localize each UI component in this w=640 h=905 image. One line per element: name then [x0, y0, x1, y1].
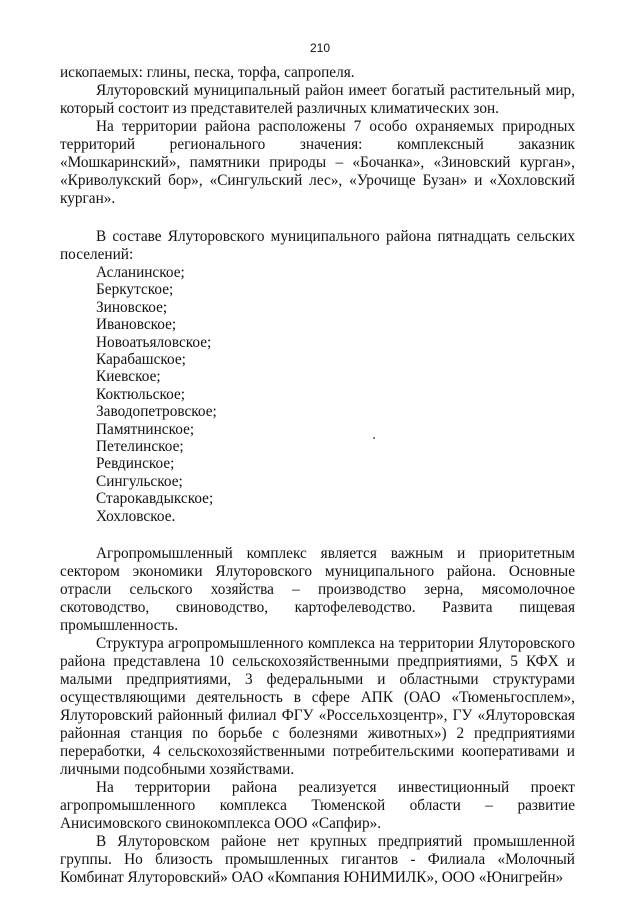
list-item: Сингульское;	[96, 472, 183, 490]
document-body	[60, 64, 575, 887]
list-item: Асланинское;	[96, 264, 185, 281]
list-item: Зиновское;	[96, 298, 168, 316]
list-item: Ревдинское;	[96, 455, 175, 473]
page-number: 210	[309, 41, 331, 55]
paragraph-settlements-intro: В составе Ялуторовского муниципального района пятнадцать сельских поселений:	[60, 228, 575, 263]
list-item: Карабашское;	[96, 351, 186, 369]
list-item: Ивановское;	[96, 316, 177, 334]
list-item: Беркутское;	[96, 281, 174, 299]
list-item: Киевское;	[96, 368, 161, 386]
settlements-list	[60, 264, 575, 525]
scan-speck	[373, 437, 375, 439]
paragraph-agro-structure: Структура агропромышленного комплекса на территории Ялуторовского района представлена 10 сельскохозяйственными предприятиями, 5 КФХ и малыми предприятиями, 3 федеральными и областными структурами осуществляющими деятельность в сфере АПК (ОАО «Тюменьгосплем», Ялуторовский районный филиал ФГУ «Россельхозцентр», ГУ «Ялуторовская районная станция по борьбе с болезнями животных») 2 предприятиями переработки, 4 сельскохозяйственными потребительскими кооперативами и личными подсобными хозяйствами.	[60, 635, 575, 779]
list-item: Коктюльское;	[96, 385, 185, 403]
spacer	[60, 525, 575, 545]
paragraph-investment-project: На территории района реализуется инвестиционный проект агропромышленного комплекса Тюменской области – развитие Анисимовского свинокомплекса ООО «Сапфир».	[60, 779, 575, 833]
paragraph-protected-areas: На территории района расположены 7 особо охраняемых природных территорий регионального значения: комплексный заказник «Мошкаринский», памятники природы – «Бочанка», «Зиновский курган», «Криволукский бор», «Сингульский лес», «Урочище Бузан» и «Хохловский курган».	[60, 118, 575, 207]
list-item: Новоатьяловское;	[96, 333, 212, 351]
spacer	[60, 208, 575, 228]
list-item: Старокавдыкское;	[96, 490, 214, 508]
list-item: Петелинское;	[96, 438, 184, 456]
paragraph-industry: В Ялуторовском районе нет крупных предприятий промышленной группы. Но близость промышленных гигантов - Филиала «Молочный Комбинат Ялуторовский» ОАО «Компания ЮНИМИЛК», ООО «Юнигрейн»	[60, 833, 575, 887]
paragraph-flora: Ялуторовский муниципальный район имеет богатый растительный мир, который состоит из представителей различных климатических зон.	[60, 82, 575, 117]
paragraph-agro-complex: Агропромышленный комплекс является важным и приоритетным сектором экономики Ялуторовского муниципального района. Основные отрасли сельского хозяйства – производство зерна, мясомолочное скотоводство, свиноводство, картофелеводство. Развита пищевая промышленность.	[60, 545, 575, 635]
list-item: Хохловское.	[96, 507, 176, 525]
paragraph-minerals: ископаемых: глины, песка, торфа, сапропеля.	[60, 64, 355, 81]
list-item: Заводопетровское;	[96, 403, 217, 421]
list-item: Памятнинское;	[96, 420, 195, 438]
